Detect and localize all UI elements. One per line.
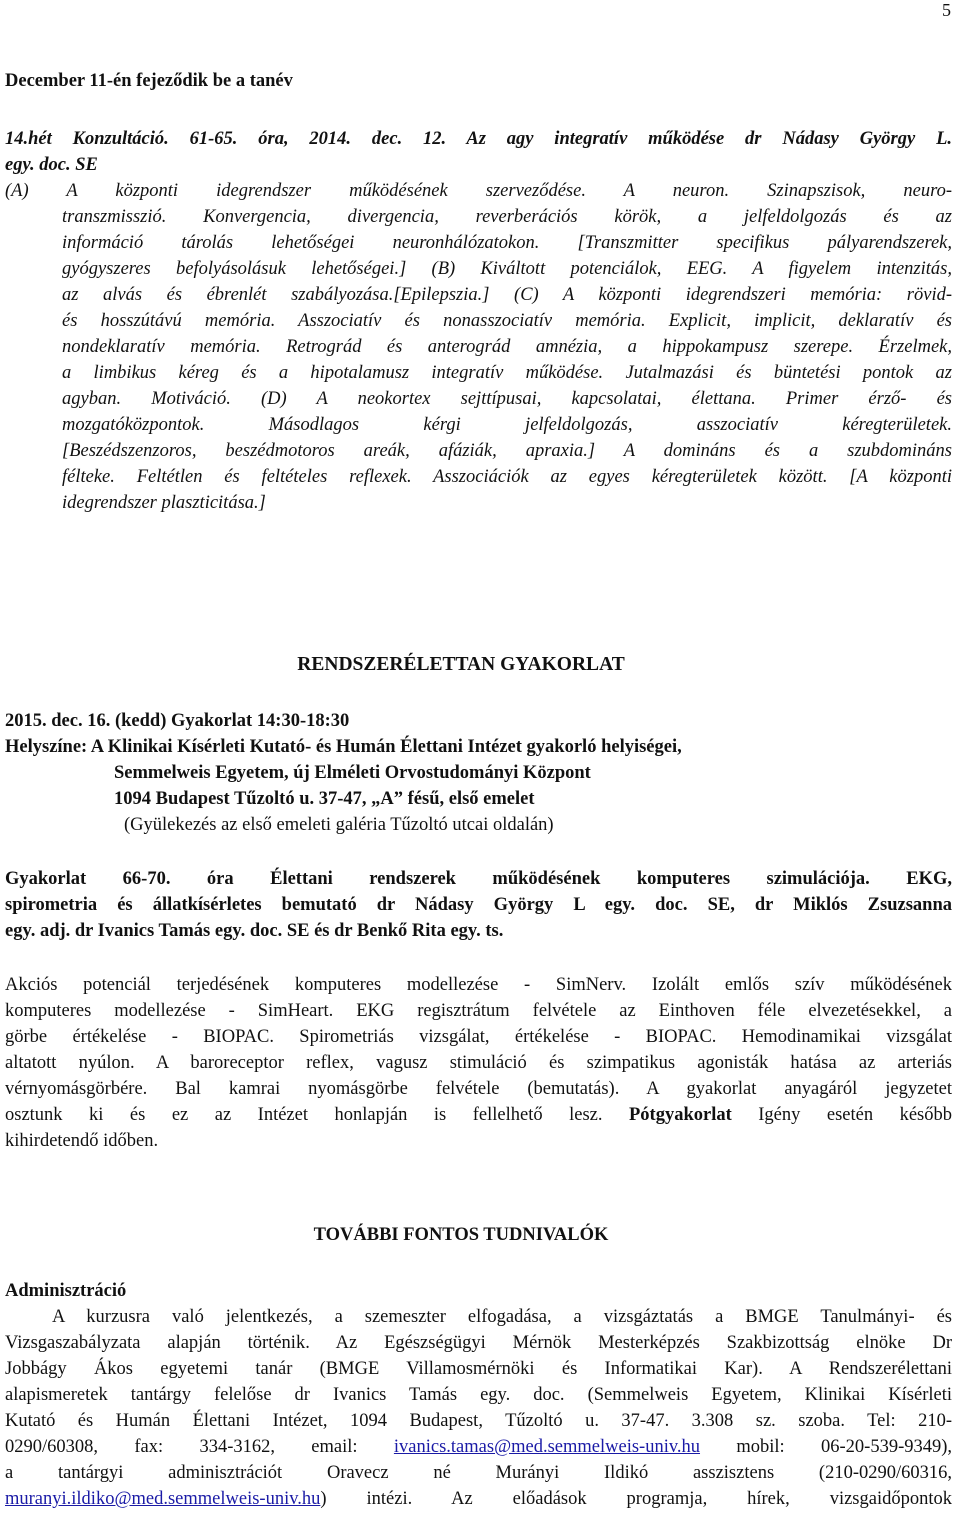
muranyi-email-link[interactable]: muranyi.ildiko@med.semmelweis-univ.hu xyxy=(5,1489,321,1509)
practice-body-line-6 xyxy=(5,1102,952,1128)
practice-body-line-3: görbe értékelése - BIOPAC. Spirometriás vizsgálat, értékelése - BIOPAC. Hemodinamikai vizsgálat xyxy=(5,1027,952,1047)
admin-body-line-7: a tantárgyi adminisztrációt Oravecz né Murányi Ildikó asszisztens (210-0290/60316, xyxy=(5,1463,952,1483)
admin-body-line-4: alapismeretek tantárgy felelőse dr Ivanics Tamás egy. doc. (Semmelweis Egyetem, Klinikai Kísérleti xyxy=(5,1385,952,1405)
week14-body-line-12: félteke. Feltétlen és feltételes reflexek. Asszociációk az egyes kéregterületek között. [A központi xyxy=(62,467,952,487)
practice-location-line-4: (Gyülekezés az első emeleti galéria Tűzoltó utcai oldalán) xyxy=(124,815,554,835)
ivanics-email-link[interactable]: ivanics.tamas@med.semmelweis-univ.hu xyxy=(393,1437,701,1457)
week14-body-line-4: gyógyszeres befolyásolásuk lehetőségei.] (B) Kiváltott potenciálok, EEG. A figyelem intenzitás, xyxy=(62,259,952,279)
practice-body-line-1: Akciós potenciál terjedésének komputeres modellezése - SimNerv. Izolált emlős szív működésének xyxy=(5,975,952,995)
week14-body-line-5: az alvás és ébrenlét szabályozása.[Epilepszia.] (C) A központi idegrendszeri memória: rövid- xyxy=(62,285,952,305)
week14-body-line-9: agyban. Motiváció. (D) A neokortex sejttípusai, kapcsolatai, élettana. Primer érző- és xyxy=(62,389,952,409)
semester-end-heading: December 11-én fejeződik be a tanév xyxy=(5,71,293,91)
admin-body-line-6-text: 0290/60308, fax: 334-3162, email: xyxy=(5,1437,358,1457)
admin-body-line-5: Kutató és Humán Élettani Intézet, 1094 Budapest, Tűzoltó u. 37-47. 3.308 sz. szoba. Tel: 210- xyxy=(5,1411,952,1431)
practice-body-line-6-text: osztunk ki és ez az Intézet honlapján is fellelhető lesz. xyxy=(5,1105,603,1125)
practice-section-title: RENDSZERÉLETTAN GYAKORLAT xyxy=(297,654,625,675)
practice-location-line-2: Semmelweis Egyetem, új Elméleti Orvostudományi Központ xyxy=(114,763,591,783)
info-section-title: TOVÁBBI FONTOS TUDNIVALÓK xyxy=(313,1225,609,1245)
practice-location-line-1: Helyszíne: A Klinikai Kísérleti Kutató- és Humán Élettani Intézet gyakorló helyiségei, xyxy=(5,737,682,757)
practice-body-line-4: altatott nyúlon. A baroreceptor reflex, vagusz stimuláció és szimpatikus agonisták hatása az arteriás xyxy=(5,1053,952,1073)
practice-heading-line-3: egy. adj. dr Ivanics Tamás egy. doc. SE és dr Benkő Rita egy. ts. xyxy=(5,921,504,941)
admin-body-line-8 xyxy=(5,1486,952,1512)
admin-body-line-2: Vizsgaszabályzata alapján történik. Az Egészségügyi Mérnök Mesterképzés Szakbizottság elnöke Dr xyxy=(5,1333,952,1353)
admin-body-line-3: Jobbágy Ákos egyetemi tanár (BMGE Villamosmérnöki és Informatikai Kar). A Rendszerélettani xyxy=(5,1359,952,1379)
week14-body-line-1: (A) A központi idegrendszer működésének szerveződése. A neuron. Szinapszisok, neuro- xyxy=(5,181,952,201)
week14-body-line-8: a limbikus kéreg és a hipotalamusz integratív működése. Jutalmazási és büntetési pontok az xyxy=(62,363,952,383)
practice-heading-line-1: Gyakorlat 66-70. óra Élettani rendszerek működésének komputeres szimulációja. EKG, xyxy=(5,869,952,889)
practice-body-line-2: komputeres modellezése - SimHeart. EKG regisztrátum felvétele az Einthoven féle elvezetésekkel, a xyxy=(5,1001,952,1021)
practice-body-line-6-tail: Igény esetén később xyxy=(758,1105,953,1125)
week14-body-line-3: információ tárolás lehetőségei neuronhálózatokon. [Transzmitter specifikus pályarendszerek, xyxy=(62,233,952,253)
practice-location-line-3: 1094 Budapest Tűzoltó u. 37-47, „A” fésű, első emelet xyxy=(114,789,535,809)
admin-body-line-6 xyxy=(5,1434,952,1460)
week14-body-line-7: nondeklaratív memória. Retrográd és anterográd amnézia, a hippokampusz szerepe. Érzelmek, xyxy=(62,337,952,357)
page-number: 5 xyxy=(942,0,951,20)
practice-heading-line-2: spirometria és állatkísérletes bemutató dr Nádasy György L egy. doc. SE, dr Miklós Zsuzsanna xyxy=(5,895,952,915)
admin-body-line-1: A kurzusra való jelentkezés, a szemeszter elfogadása, a vizsgáztatás a BMGE Tanulmányi- és xyxy=(52,1307,952,1327)
admin-body-line-8-tail: ) intézi. Az előadások programja, hírek, vizsgaidőpontok xyxy=(320,1489,952,1509)
week14-body-line-10: mozgatóközpontok. Másodlagos kérgi jelfeldolgozás, asszociatív kéregterületek. xyxy=(62,415,952,435)
practice-date: 2015. dec. 16. (kedd) Gyakorlat 14:30-18:30 xyxy=(5,711,350,731)
week14-body-line-6: és hosszútávú memória. Asszociatív és nonasszociatív memória. Explicit, implicit, deklaratív és xyxy=(62,311,952,331)
admin-heading: Adminisztráció xyxy=(5,1281,127,1301)
practice-body-line-7: kihirdetendő időben. xyxy=(5,1131,159,1151)
week14-header-line-1: 14.hét Konzultáció. 61-65. óra, 2014. dec. 12. Az agy integratív működése dr Nádasy György L. xyxy=(5,129,952,149)
week14-body-line-2: transzmisszió. Konvergencia, divergencia, reverberációs körök, a jelfeldolgozás és az xyxy=(62,207,952,227)
week14-header-line-2: egy. doc. SE xyxy=(5,155,98,175)
makeup-practice-label: Pótgyakorlat xyxy=(629,1105,732,1125)
week14-body-line-13: idegrendszer plaszticitása.] xyxy=(62,493,266,513)
week14-body-line-11: [Beszédszenzoros, beszédmotoros areák, afáziák, apraxia.] A domináns és a szubdomináns xyxy=(62,441,952,461)
practice-body-line-5: vérnyomásgörbére. Bal kamrai nyomásgörbe felvétele (bemutatás). A gyakorlat anyagáról jegyzetet xyxy=(5,1079,952,1099)
admin-body-line-6-tail: mobil: 06-20-539-9349), xyxy=(736,1437,953,1457)
